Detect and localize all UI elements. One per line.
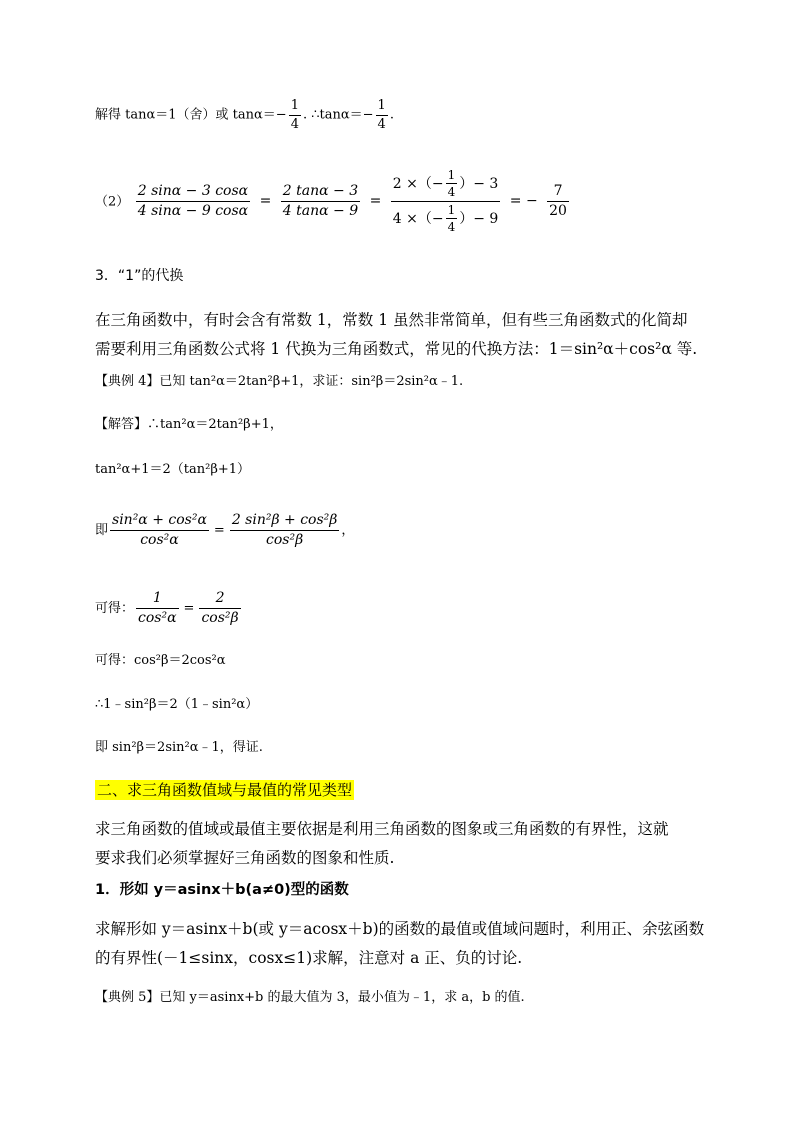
paragraph-range <box>95 815 669 873</box>
frac-den: 20 <box>549 202 567 219</box>
tan-solution-prefix: 解得 tanα＝1（舍）或 tanα＝− <box>95 107 287 123</box>
frac-num: 1 <box>447 202 456 217</box>
fraction-sin-cos-beta <box>230 512 340 549</box>
solution-tag: 【解答】 <box>95 417 148 432</box>
solution-line-2: tan²α+1＝2（tan²β+1） <box>95 462 251 477</box>
tan-solution-mid: . ∴tanα＝− <box>302 107 374 123</box>
eq2-equals-3: = − <box>509 193 538 210</box>
frac-num: 2 <box>215 590 225 606</box>
frac-den <box>391 201 501 235</box>
eq2-fraction-tan <box>281 183 360 220</box>
solution-text: ∴tan²α＝2tan²β+1， <box>147 417 283 432</box>
paragraph-line: 在三角函数中，有时会含有常数 1，常数 1 虽然非常简单，但有些三角函数式的化简却 <box>95 311 688 329</box>
solution-line-7: 即 sin²β＝2sin²α﹣1，得证. <box>95 740 263 755</box>
highlighted-title: 二、求三角函数值域与最值的常见类型 <box>97 781 353 799</box>
equals: = <box>183 600 195 616</box>
solution-line-3 <box>95 512 354 549</box>
fraction-one-quarter <box>289 98 301 132</box>
equation-2 <box>95 168 571 235</box>
sub-pre: 2 ×（− <box>392 175 444 192</box>
solution-line-4 <box>95 590 243 627</box>
tan-solution-suffix: . <box>389 107 394 123</box>
frac-den: 4 tanα − 9 <box>282 202 359 219</box>
solution-line-1 <box>95 417 283 433</box>
paragraph-asinx <box>95 915 704 973</box>
eq2-fraction-substituted <box>391 168 501 235</box>
fraction-one-quarter-2 <box>376 98 388 132</box>
sub-post: ）− 9 <box>459 210 499 227</box>
paragraph-substitution <box>95 306 697 364</box>
paragraph-line: 的有界性(－1≤sinx，cosx≤1)求解，注意对 a 正、负的讨论. <box>95 949 523 967</box>
sub-pre: 4 ×（− <box>392 210 444 227</box>
equals: = <box>213 522 225 538</box>
frac-num: 1 <box>447 168 456 182</box>
frac-den: cos²β <box>230 530 340 549</box>
eq2-label: （2） <box>95 194 130 210</box>
frac-den: cos²α <box>138 609 177 626</box>
paragraph-line: 需要利用三角函数公式将 1 代换为三角函数式，常见的代换方法：1＝sin²α＋cos²α 等. <box>95 340 698 358</box>
eq2-equals-2: = <box>369 193 382 210</box>
frac-num: 7 <box>553 182 563 199</box>
solution-line-6: ∴1﹣sin²β＝2（1﹣sin²α） <box>95 697 259 712</box>
example-tag: 【典例 4】 <box>95 374 160 389</box>
inner-fraction <box>446 168 458 200</box>
frac-num: sin²α + cos²α <box>112 512 207 528</box>
example-4 <box>95 374 463 390</box>
frac-num: 1 <box>377 98 386 113</box>
paragraph-line: 求解形如 y＝asinx＋b(或 y＝acosx＋b)的函数的最值或值域问题时，利用正、余弦函数 <box>95 920 705 938</box>
frac-num: 2 tanα − 3 <box>282 182 359 199</box>
frac-den: 4 <box>447 220 456 235</box>
fraction-one-over-cos-alpha <box>136 590 179 627</box>
eq2-fraction-sin-cos <box>136 183 250 220</box>
eq2-result-fraction <box>547 183 569 220</box>
subsection-1-title: 1．形如 y＝asinx＋b(a≠0)型的函数 <box>95 882 349 898</box>
tan-solution-line <box>95 98 394 132</box>
section-3-title: 3．“1”的代换 <box>95 268 184 284</box>
frac-den: cos²β <box>201 609 239 626</box>
eq2-equals: = <box>259 193 272 210</box>
fraction-two-over-cos-beta <box>199 590 240 627</box>
frac-num: 2 sin²β + cos²β <box>231 512 338 528</box>
example-text: 已知 tan²α＝2tan²β+1，求证：sin²β＝2sin²α﹣1. <box>159 374 464 389</box>
line-suffix: ， <box>341 522 355 538</box>
frac-den: 4 <box>290 116 299 132</box>
frac-num: 1 <box>290 98 299 113</box>
frac-den: cos²α <box>110 530 209 549</box>
inner-fraction <box>446 203 458 235</box>
frac-den: 4 <box>377 116 386 132</box>
example-5 <box>95 990 525 1006</box>
frac-num: 2 sinα − 3 cosα <box>137 182 249 199</box>
paragraph-line: 要求我们必须掌握好三角函数的图象和性质. <box>95 849 395 867</box>
example-tag: 【典例 5】 <box>95 990 160 1005</box>
example-text: 已知 y＝asinx+b 的最大值为 3，最小值为﹣1，求 a，b 的值. <box>159 990 525 1005</box>
frac-num <box>391 168 501 201</box>
section-2-title <box>95 781 354 799</box>
frac-den: 4 sinα − 9 cosα <box>137 202 249 219</box>
line-prefix: 可得： <box>95 600 135 616</box>
solution-line-5: 可得：cos²β＝2cos²α <box>95 653 226 668</box>
frac-den: 4 <box>447 185 456 200</box>
frac-num: 1 <box>152 590 162 606</box>
fraction-sin-cos-alpha <box>110 512 209 549</box>
paragraph-line: 求三角函数的值域或最值主要依据是利用三角函数的图象或三角函数的有界性，这就 <box>95 820 669 838</box>
line-prefix: 即 <box>95 522 109 538</box>
sub-post: ）− 3 <box>459 175 499 192</box>
